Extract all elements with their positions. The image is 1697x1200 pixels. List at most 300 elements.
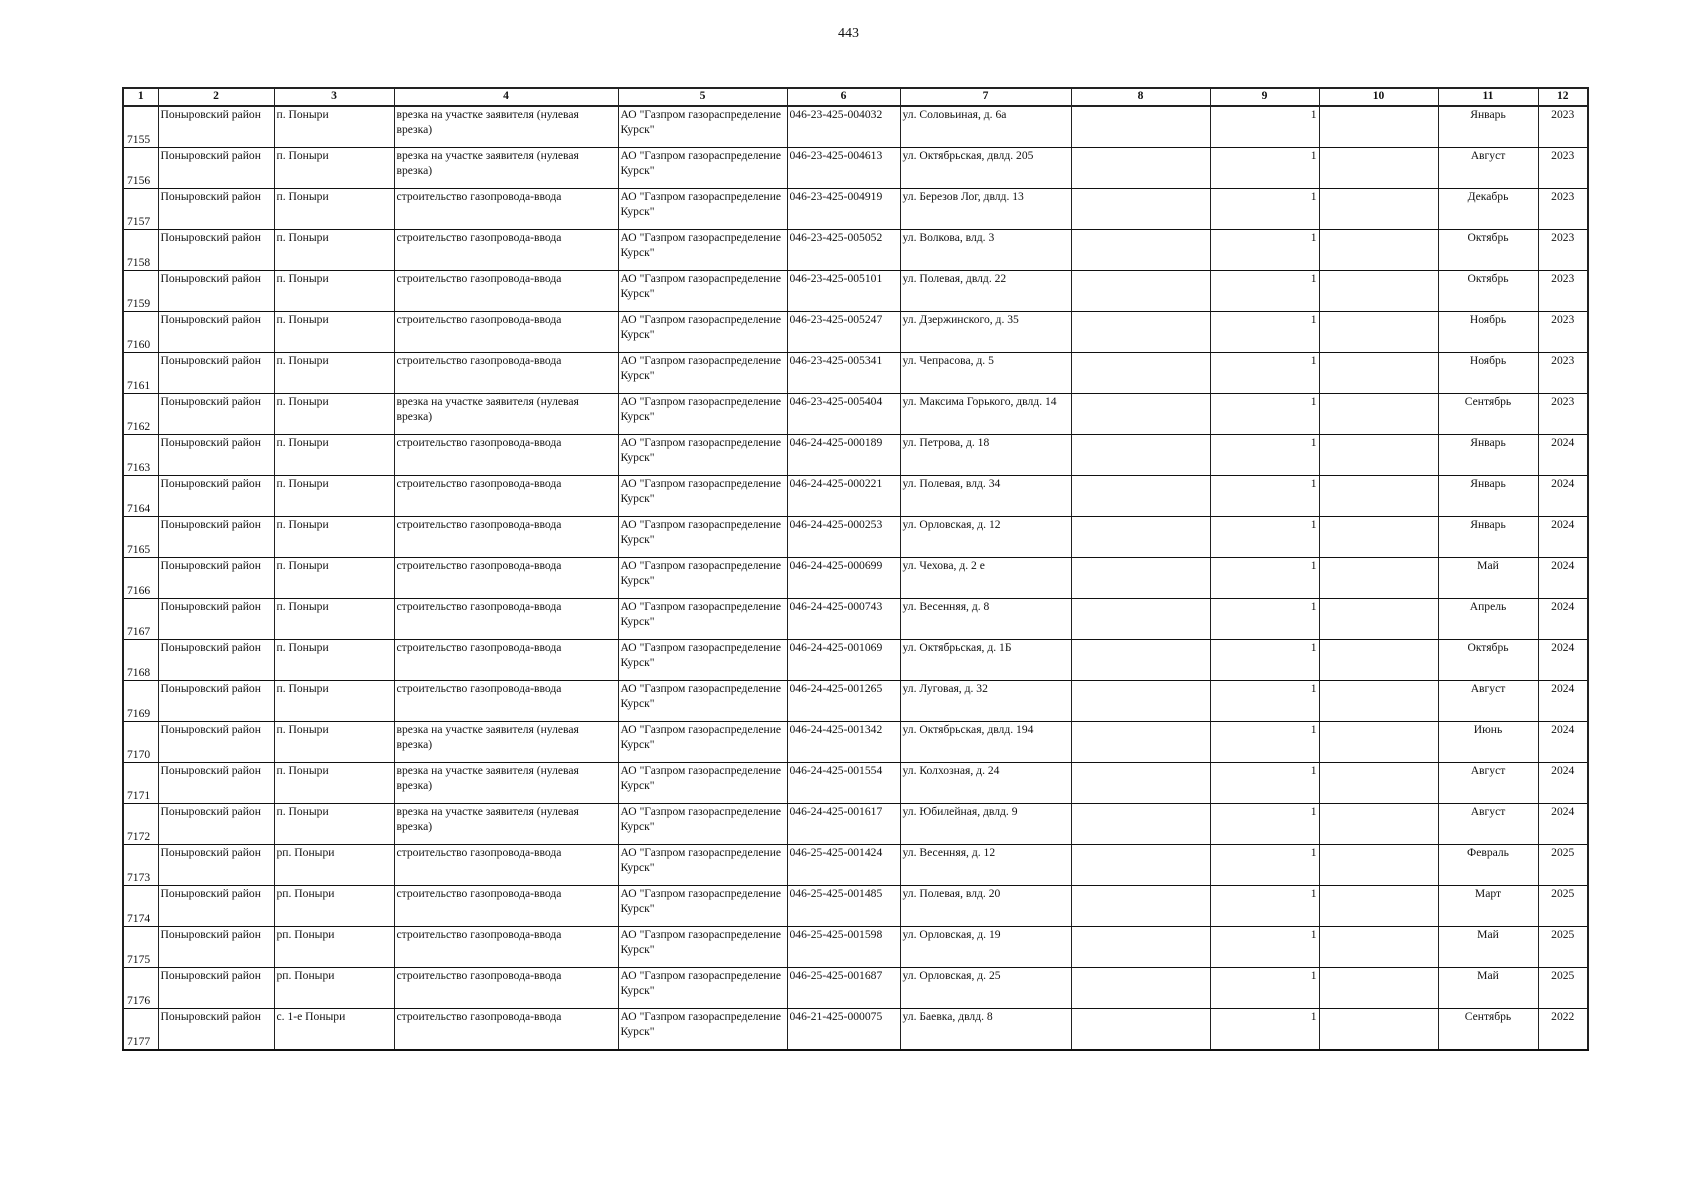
- row-number: 7177: [123, 1009, 158, 1051]
- column-header-6: 6: [787, 88, 900, 106]
- year-cell: 2024: [1538, 517, 1588, 558]
- column-header-11: 11: [1438, 88, 1538, 106]
- column-header-4: 4: [394, 88, 618, 106]
- month-cell: Август: [1438, 804, 1538, 845]
- district-cell: Поныровский район: [158, 681, 274, 722]
- column-8-cell: [1071, 927, 1210, 968]
- application-code-cell: 046-25-425-001485: [787, 886, 900, 927]
- year-cell: 2025: [1538, 886, 1588, 927]
- district-cell: Поныровский район: [158, 148, 274, 189]
- application-code-cell: 046-24-425-000253: [787, 517, 900, 558]
- application-code-cell: 046-23-425-004919: [787, 189, 900, 230]
- district-cell: Поныровский район: [158, 517, 274, 558]
- quantity-cell: 1: [1210, 476, 1319, 517]
- quantity-cell: 1: [1210, 640, 1319, 681]
- column-8-cell: [1071, 189, 1210, 230]
- year-cell: 2023: [1538, 271, 1588, 312]
- address-cell: ул. Соловьиная, д. 6а: [900, 106, 1071, 148]
- column-10-cell: [1319, 106, 1438, 148]
- month-cell: Сентябрь: [1438, 1009, 1538, 1051]
- address-cell: ул. Полевая, влд. 34: [900, 476, 1071, 517]
- quantity-cell: 1: [1210, 271, 1319, 312]
- district-cell: Поныровский район: [158, 271, 274, 312]
- settlement-cell: п. Поныри: [274, 722, 394, 763]
- column-header-12: 12: [1538, 88, 1588, 106]
- row-number: 7176: [123, 968, 158, 1009]
- column-10-cell: [1319, 1009, 1438, 1051]
- column-10-cell: [1319, 394, 1438, 435]
- application-code-cell: 046-25-425-001598: [787, 927, 900, 968]
- district-cell: Поныровский район: [158, 599, 274, 640]
- application-code-cell: 046-24-425-000221: [787, 476, 900, 517]
- application-code-cell: 046-23-425-004613: [787, 148, 900, 189]
- application-code-cell: 046-24-425-001342: [787, 722, 900, 763]
- column-8-cell: [1071, 886, 1210, 927]
- district-cell: Поныровский район: [158, 353, 274, 394]
- work-type-cell: строительство газопровода-ввода: [394, 558, 618, 599]
- month-cell: Май: [1438, 968, 1538, 1009]
- row-number: 7155: [123, 106, 158, 148]
- table-row: [123, 640, 1588, 681]
- month-cell: Март: [1438, 886, 1538, 927]
- column-8-cell: [1071, 599, 1210, 640]
- settlement-cell: с. 1-е Поныри: [274, 1009, 394, 1051]
- application-code-cell: 046-24-425-000743: [787, 599, 900, 640]
- column-10-cell: [1319, 189, 1438, 230]
- month-cell: Апрель: [1438, 599, 1538, 640]
- district-cell: Поныровский район: [158, 558, 274, 599]
- work-type-cell: врезка на участке заявителя (нулевая врезка): [394, 148, 618, 189]
- column-header-5: 5: [618, 88, 787, 106]
- column-8-cell: [1071, 106, 1210, 148]
- page-number: 443: [838, 26, 859, 41]
- table-row: [123, 722, 1588, 763]
- settlement-cell: п. Поныри: [274, 599, 394, 640]
- settlement-cell: п. Поныри: [274, 558, 394, 599]
- settlement-cell: п. Поныри: [274, 435, 394, 476]
- row-number: 7163: [123, 435, 158, 476]
- column-8-cell: [1071, 763, 1210, 804]
- table-row: [123, 804, 1588, 845]
- organization-cell: АО "Газпром газораспределение Курск": [618, 558, 787, 599]
- column-8-cell: [1071, 394, 1210, 435]
- column-10-cell: [1319, 476, 1438, 517]
- work-type-cell: строительство газопровода-ввода: [394, 886, 618, 927]
- column-10-cell: [1319, 886, 1438, 927]
- table-row: [123, 927, 1588, 968]
- organization-cell: АО "Газпром газораспределение Курск": [618, 271, 787, 312]
- month-cell: Июнь: [1438, 722, 1538, 763]
- district-cell: Поныровский район: [158, 476, 274, 517]
- organization-cell: АО "Газпром газораспределение Курск": [618, 189, 787, 230]
- settlement-cell: п. Поныри: [274, 271, 394, 312]
- year-cell: 2023: [1538, 148, 1588, 189]
- organization-cell: АО "Газпром газораспределение Курск": [618, 148, 787, 189]
- address-cell: ул. Полевая, влд. 20: [900, 886, 1071, 927]
- column-header-3: 3: [274, 88, 394, 106]
- settlement-cell: п. Поныри: [274, 517, 394, 558]
- district-cell: Поныровский район: [158, 722, 274, 763]
- year-cell: 2025: [1538, 845, 1588, 886]
- settlement-cell: п. Поныри: [274, 681, 394, 722]
- work-type-cell: строительство газопровода-ввода: [394, 476, 618, 517]
- table-row: [123, 353, 1588, 394]
- address-cell: ул. Березов Лог, двлд. 13: [900, 189, 1071, 230]
- settlement-cell: п. Поныри: [274, 353, 394, 394]
- row-number: 7168: [123, 640, 158, 681]
- registry-table: [122, 87, 1589, 1051]
- application-code-cell: 046-25-425-001424: [787, 845, 900, 886]
- organization-cell: АО "Газпром газораспределение Курск": [618, 353, 787, 394]
- address-cell: ул. Юбилейная, двлд. 9: [900, 804, 1071, 845]
- quantity-cell: 1: [1210, 189, 1319, 230]
- table-row: [123, 106, 1588, 148]
- quantity-cell: 1: [1210, 435, 1319, 476]
- application-code-cell: 046-24-425-001069: [787, 640, 900, 681]
- organization-cell: АО "Газпром газораспределение Курск": [618, 722, 787, 763]
- application-code-cell: 046-23-425-004032: [787, 106, 900, 148]
- column-8-cell: [1071, 230, 1210, 271]
- district-cell: Поныровский район: [158, 394, 274, 435]
- table-row: [123, 230, 1588, 271]
- column-8-cell: [1071, 271, 1210, 312]
- work-type-cell: строительство газопровода-ввода: [394, 1009, 618, 1051]
- address-cell: ул. Колхозная, д. 24: [900, 763, 1071, 804]
- year-cell: 2024: [1538, 558, 1588, 599]
- table-row: [123, 968, 1588, 1009]
- work-type-cell: строительство газопровода-ввода: [394, 271, 618, 312]
- column-header-7: 7: [900, 88, 1071, 106]
- column-10-cell: [1319, 148, 1438, 189]
- year-cell: 2024: [1538, 763, 1588, 804]
- column-10-cell: [1319, 558, 1438, 599]
- row-number: 7165: [123, 517, 158, 558]
- quantity-cell: 1: [1210, 722, 1319, 763]
- column-8-cell: [1071, 476, 1210, 517]
- district-cell: Поныровский район: [158, 189, 274, 230]
- column-10-cell: [1319, 640, 1438, 681]
- quantity-cell: 1: [1210, 968, 1319, 1009]
- quantity-cell: 1: [1210, 353, 1319, 394]
- organization-cell: АО "Газпром газораспределение Курск": [618, 763, 787, 804]
- district-cell: Поныровский район: [158, 804, 274, 845]
- settlement-cell: п. Поныри: [274, 394, 394, 435]
- application-code-cell: 046-24-425-001554: [787, 763, 900, 804]
- quantity-cell: 1: [1210, 804, 1319, 845]
- address-cell: ул. Орловская, д. 12: [900, 517, 1071, 558]
- quantity-cell: 1: [1210, 312, 1319, 353]
- row-number: 7174: [123, 886, 158, 927]
- district-cell: Поныровский район: [158, 886, 274, 927]
- work-type-cell: строительство газопровода-ввода: [394, 640, 618, 681]
- row-number: 7171: [123, 763, 158, 804]
- application-code-cell: 046-24-425-001265: [787, 681, 900, 722]
- column-8-cell: [1071, 845, 1210, 886]
- column-10-cell: [1319, 681, 1438, 722]
- year-cell: 2025: [1538, 968, 1588, 1009]
- column-8-cell: [1071, 722, 1210, 763]
- year-cell: 2023: [1538, 189, 1588, 230]
- quantity-cell: 1: [1210, 230, 1319, 271]
- table-row: [123, 189, 1588, 230]
- application-code-cell: 046-23-425-005247: [787, 312, 900, 353]
- settlement-cell: рп. Поныри: [274, 886, 394, 927]
- column-10-cell: [1319, 230, 1438, 271]
- year-cell: 2024: [1538, 804, 1588, 845]
- table-row: [123, 394, 1588, 435]
- month-cell: Декабрь: [1438, 189, 1538, 230]
- row-number: 7161: [123, 353, 158, 394]
- row-number: 7157: [123, 189, 158, 230]
- work-type-cell: строительство газопровода-ввода: [394, 189, 618, 230]
- column-10-cell: [1319, 517, 1438, 558]
- column-8-cell: [1071, 681, 1210, 722]
- column-10-cell: [1319, 804, 1438, 845]
- work-type-cell: строительство газопровода-ввода: [394, 312, 618, 353]
- address-cell: ул. Петрова, д. 18: [900, 435, 1071, 476]
- month-cell: Ноябрь: [1438, 312, 1538, 353]
- table-row: [123, 681, 1588, 722]
- address-cell: ул. Весенняя, д. 12: [900, 845, 1071, 886]
- quantity-cell: 1: [1210, 517, 1319, 558]
- month-cell: Октябрь: [1438, 230, 1538, 271]
- month-cell: Сентябрь: [1438, 394, 1538, 435]
- address-cell: ул. Орловская, д. 25: [900, 968, 1071, 1009]
- column-8-cell: [1071, 148, 1210, 189]
- district-cell: Поныровский район: [158, 763, 274, 804]
- address-cell: ул. Волкова, влд. 3: [900, 230, 1071, 271]
- column-header-1: 1: [123, 88, 158, 106]
- year-cell: 2024: [1538, 681, 1588, 722]
- column-8-cell: [1071, 517, 1210, 558]
- column-10-cell: [1319, 927, 1438, 968]
- application-code-cell: 046-24-425-001617: [787, 804, 900, 845]
- organization-cell: АО "Газпром газораспределение Курск": [618, 312, 787, 353]
- year-cell: 2023: [1538, 230, 1588, 271]
- address-cell: ул. Баевка, двлд. 8: [900, 1009, 1071, 1051]
- organization-cell: АО "Газпром газораспределение Курск": [618, 1009, 787, 1051]
- organization-cell: АО "Газпром газораспределение Курск": [618, 476, 787, 517]
- work-type-cell: строительство газопровода-ввода: [394, 435, 618, 476]
- month-cell: Февраль: [1438, 845, 1538, 886]
- work-type-cell: врезка на участке заявителя (нулевая врезка): [394, 722, 618, 763]
- column-10-cell: [1319, 353, 1438, 394]
- column-10-cell: [1319, 271, 1438, 312]
- organization-cell: АО "Газпром газораспределение Курск": [618, 599, 787, 640]
- column-8-cell: [1071, 312, 1210, 353]
- year-cell: 2024: [1538, 435, 1588, 476]
- column-8-cell: [1071, 353, 1210, 394]
- address-cell: ул. Весенняя, д. 8: [900, 599, 1071, 640]
- column-8-cell: [1071, 968, 1210, 1009]
- month-cell: Октябрь: [1438, 640, 1538, 681]
- month-cell: Январь: [1438, 435, 1538, 476]
- work-type-cell: врезка на участке заявителя (нулевая врезка): [394, 106, 618, 148]
- row-number: 7156: [123, 148, 158, 189]
- table-row: [123, 599, 1588, 640]
- settlement-cell: п. Поныри: [274, 148, 394, 189]
- work-type-cell: строительство газопровода-ввода: [394, 517, 618, 558]
- year-cell: 2024: [1538, 640, 1588, 681]
- quantity-cell: 1: [1210, 148, 1319, 189]
- row-number: 7175: [123, 927, 158, 968]
- quantity-cell: 1: [1210, 845, 1319, 886]
- column-10-cell: [1319, 312, 1438, 353]
- address-cell: ул. Октябрьская, двлд. 194: [900, 722, 1071, 763]
- work-type-cell: врезка на участке заявителя (нулевая врезка): [394, 763, 618, 804]
- settlement-cell: п. Поныри: [274, 640, 394, 681]
- table-body: [123, 106, 1588, 1050]
- year-cell: 2023: [1538, 394, 1588, 435]
- organization-cell: АО "Газпром газораспределение Курск": [618, 886, 787, 927]
- month-cell: Ноябрь: [1438, 353, 1538, 394]
- address-cell: ул. Луговая, д. 32: [900, 681, 1071, 722]
- year-cell: 2024: [1538, 476, 1588, 517]
- quantity-cell: 1: [1210, 886, 1319, 927]
- table-row: [123, 435, 1588, 476]
- row-number: 7167: [123, 599, 158, 640]
- row-number: 7162: [123, 394, 158, 435]
- work-type-cell: строительство газопровода-ввода: [394, 681, 618, 722]
- row-number: 7164: [123, 476, 158, 517]
- settlement-cell: рп. Поныри: [274, 927, 394, 968]
- column-header-2: 2: [158, 88, 274, 106]
- table-row: [123, 886, 1588, 927]
- district-cell: Поныровский район: [158, 230, 274, 271]
- work-type-cell: врезка на участке заявителя (нулевая врезка): [394, 394, 618, 435]
- organization-cell: АО "Газпром газораспределение Курск": [618, 230, 787, 271]
- district-cell: Поныровский район: [158, 312, 274, 353]
- header-row: [123, 88, 1588, 106]
- district-cell: Поныровский район: [158, 845, 274, 886]
- quantity-cell: 1: [1210, 558, 1319, 599]
- row-number: 7173: [123, 845, 158, 886]
- address-cell: ул. Чепрасова, д. 5: [900, 353, 1071, 394]
- row-number: 7158: [123, 230, 158, 271]
- organization-cell: АО "Газпром газораспределение Курск": [618, 681, 787, 722]
- row-number: 7169: [123, 681, 158, 722]
- district-cell: Поныровский район: [158, 106, 274, 148]
- column-8-cell: [1071, 435, 1210, 476]
- column-10-cell: [1319, 968, 1438, 1009]
- settlement-cell: п. Поныри: [274, 189, 394, 230]
- month-cell: Май: [1438, 558, 1538, 599]
- application-code-cell: 046-24-425-000189: [787, 435, 900, 476]
- district-cell: Поныровский район: [158, 435, 274, 476]
- column-header-8: 8: [1071, 88, 1210, 106]
- table-row: [123, 312, 1588, 353]
- application-code-cell: 046-23-425-005404: [787, 394, 900, 435]
- settlement-cell: рп. Поныри: [274, 968, 394, 1009]
- settlement-cell: п. Поныри: [274, 312, 394, 353]
- organization-cell: АО "Газпром газораспределение Курск": [618, 927, 787, 968]
- year-cell: 2025: [1538, 927, 1588, 968]
- column-10-cell: [1319, 722, 1438, 763]
- work-type-cell: строительство газопровода-ввода: [394, 599, 618, 640]
- organization-cell: АО "Газпром газораспределение Курск": [618, 845, 787, 886]
- settlement-cell: рп. Поныри: [274, 845, 394, 886]
- table-row: [123, 476, 1588, 517]
- month-cell: Январь: [1438, 106, 1538, 148]
- month-cell: Май: [1438, 927, 1538, 968]
- quantity-cell: 1: [1210, 106, 1319, 148]
- month-cell: Январь: [1438, 476, 1538, 517]
- year-cell: 2022: [1538, 1009, 1588, 1051]
- row-number: 7160: [123, 312, 158, 353]
- row-number: 7159: [123, 271, 158, 312]
- organization-cell: АО "Газпром газораспределение Курск": [618, 804, 787, 845]
- table-row: [123, 271, 1588, 312]
- table-row: [123, 558, 1588, 599]
- organization-cell: АО "Газпром газораспределение Курск": [618, 968, 787, 1009]
- work-type-cell: врезка на участке заявителя (нулевая врезка): [394, 804, 618, 845]
- quantity-cell: 1: [1210, 1009, 1319, 1051]
- quantity-cell: 1: [1210, 599, 1319, 640]
- application-code-cell: 046-23-425-005341: [787, 353, 900, 394]
- work-type-cell: строительство газопровода-ввода: [394, 845, 618, 886]
- month-cell: Август: [1438, 148, 1538, 189]
- address-cell: ул. Октябрьская, д. 1Б: [900, 640, 1071, 681]
- year-cell: 2023: [1538, 353, 1588, 394]
- table-row: [123, 845, 1588, 886]
- organization-cell: АО "Газпром газораспределение Курск": [618, 435, 787, 476]
- settlement-cell: п. Поныри: [274, 476, 394, 517]
- work-type-cell: строительство газопровода-ввода: [394, 927, 618, 968]
- row-number: 7172: [123, 804, 158, 845]
- column-header-9: 9: [1210, 88, 1319, 106]
- settlement-cell: п. Поныри: [274, 763, 394, 804]
- district-cell: Поныровский район: [158, 968, 274, 1009]
- column-8-cell: [1071, 558, 1210, 599]
- month-cell: Август: [1438, 681, 1538, 722]
- column-8-cell: [1071, 640, 1210, 681]
- organization-cell: АО "Газпром газораспределение Курск": [618, 106, 787, 148]
- column-header-10: 10: [1319, 88, 1438, 106]
- row-number: 7170: [123, 722, 158, 763]
- table-row: [123, 517, 1588, 558]
- year-cell: 2023: [1538, 312, 1588, 353]
- month-cell: Август: [1438, 763, 1538, 804]
- year-cell: 2024: [1538, 722, 1588, 763]
- organization-cell: АО "Газпром газораспределение Курск": [618, 640, 787, 681]
- work-type-cell: строительство газопровода-ввода: [394, 353, 618, 394]
- table-row: [123, 763, 1588, 804]
- organization-cell: АО "Газпром газораспределение Курск": [618, 394, 787, 435]
- address-cell: ул. Октябрьская, двлд. 205: [900, 148, 1071, 189]
- work-type-cell: строительство газопровода-ввода: [394, 968, 618, 1009]
- quantity-cell: 1: [1210, 394, 1319, 435]
- month-cell: Октябрь: [1438, 271, 1538, 312]
- address-cell: ул. Чехова, д. 2 е: [900, 558, 1071, 599]
- settlement-cell: п. Поныри: [274, 106, 394, 148]
- district-cell: Поныровский район: [158, 640, 274, 681]
- application-code-cell: 046-23-425-005101: [787, 271, 900, 312]
- row-number: 7166: [123, 558, 158, 599]
- organization-cell: АО "Газпром газораспределение Курск": [618, 517, 787, 558]
- column-10-cell: [1319, 599, 1438, 640]
- address-cell: ул. Полевая, двлд. 22: [900, 271, 1071, 312]
- application-code-cell: 046-23-425-005052: [787, 230, 900, 271]
- table-row: [123, 148, 1588, 189]
- table-row: [123, 1009, 1588, 1051]
- application-code-cell: 046-21-425-000075: [787, 1009, 900, 1051]
- quantity-cell: 1: [1210, 763, 1319, 804]
- column-8-cell: [1071, 1009, 1210, 1051]
- district-cell: Поныровский район: [158, 1009, 274, 1051]
- settlement-cell: п. Поныри: [274, 230, 394, 271]
- address-cell: ул. Дзержинского, д. 35: [900, 312, 1071, 353]
- column-8-cell: [1071, 804, 1210, 845]
